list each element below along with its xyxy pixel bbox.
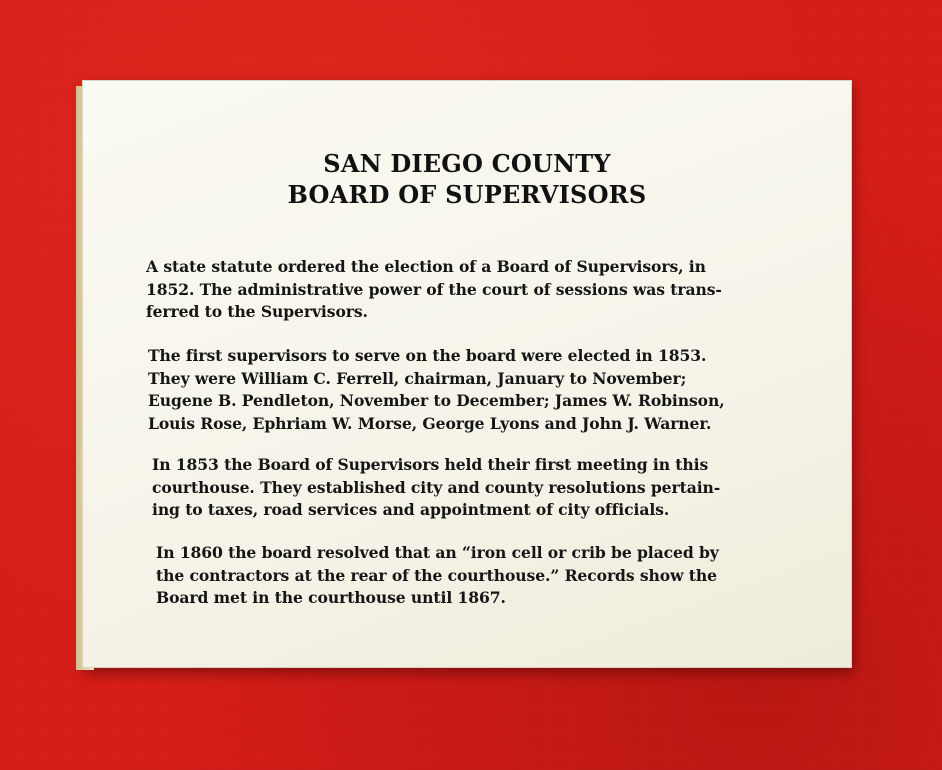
paragraph-line: ferred to the Supervisors. — [146, 302, 368, 321]
paragraph-line: Louis Rose, Ephriam W. Morse, George Lyons and John J. Warner. — [148, 413, 712, 433]
paragraph-line: the contractors at the rear of the courthouse.” Records show the — [156, 565, 717, 585]
title-line-2: BOARD OF SUPERVISORS — [287, 180, 647, 209]
paragraph-first-supervisors — [148, 345, 725, 435]
paragraph-first-meeting — [152, 454, 720, 522]
paragraph-line: A state statute ordered the election of a Board of Supervisors, in — [146, 257, 706, 276]
paragraph-line: ing to taxes, road services and appointment of city officials. — [152, 500, 670, 519]
plaque-title — [82, 148, 852, 210]
paragraph-line: In 1853 the Board of Supervisors held their first meeting in this — [152, 455, 709, 474]
paragraph-line: They were William C. Ferrell, chairman, January to November; — [148, 368, 687, 388]
paragraph-statute — [146, 256, 722, 324]
paragraph-line: 1852. The administrative power of the court of sessions was trans- — [146, 279, 722, 299]
title-line-1: SAN DIEGO COUNTY — [323, 149, 611, 178]
paragraph-line: Board met in the courthouse until 1867. — [156, 588, 506, 607]
paragraph-line: The first supervisors to serve on the board were elected in 1853. — [148, 346, 707, 365]
paragraph-line: In 1860 the board resolved that an “iron cell or crib be placed by — [156, 543, 719, 562]
information-plaque — [82, 80, 852, 668]
paragraph-iron-cell — [156, 542, 719, 610]
paragraph-line: Eugene B. Pendleton, November to December; James W. Robinson, — [148, 391, 725, 410]
paragraph-line: courthouse. They established city and county resolutions pertain- — [152, 477, 721, 497]
